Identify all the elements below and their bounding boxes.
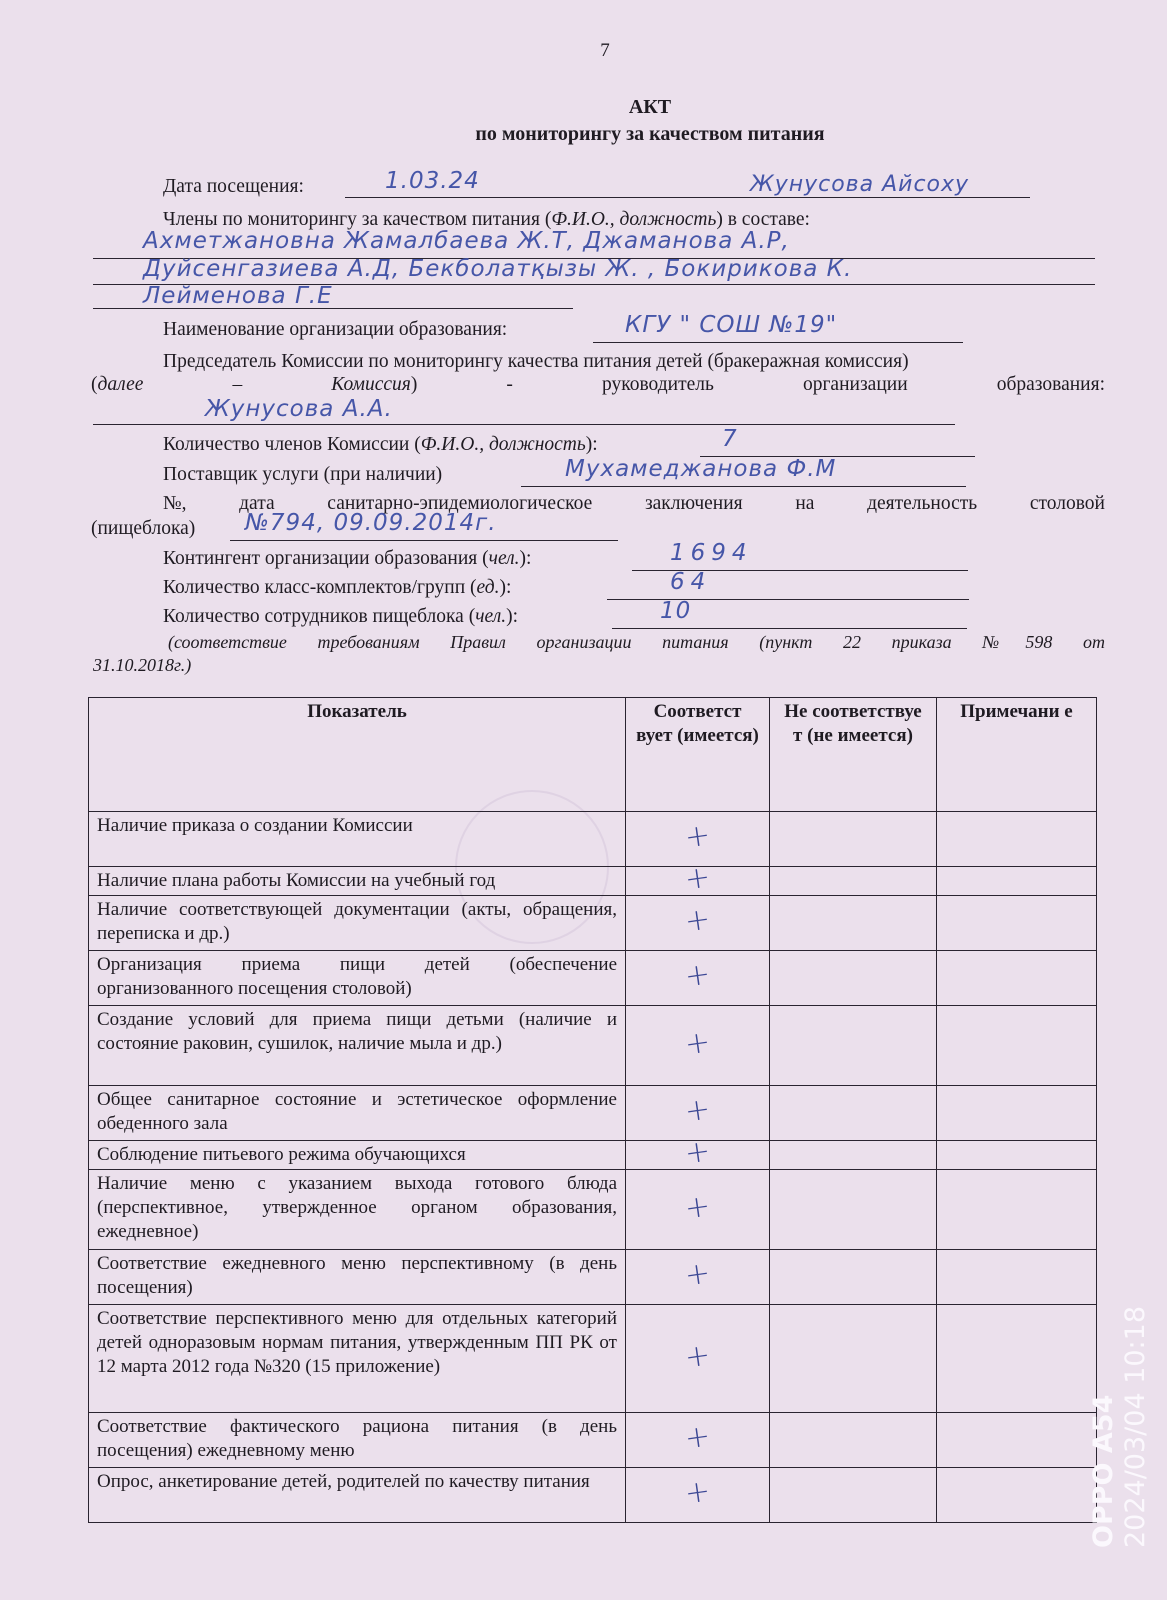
sanitary-label-1: №, дата санитарно-эпидемиологическое заключения на деятельность столовой bbox=[163, 493, 1105, 514]
table-row bbox=[89, 1468, 1097, 1523]
table-row bbox=[89, 812, 1097, 867]
classes-label: Количество класс-комплектов/групп (ед.): bbox=[163, 577, 512, 598]
row-not-complies-cell bbox=[770, 1141, 937, 1170]
org-line bbox=[593, 342, 963, 343]
supplier-value: Мухамеджанова Ф.М bbox=[565, 456, 837, 482]
note-line-2: 31.10.2018г.) bbox=[93, 655, 192, 675]
members-label: Члены по мониторингу за качеством питания (Ф.И.О., должность) в составе: bbox=[163, 209, 810, 230]
row-complies-cell bbox=[626, 1170, 770, 1250]
header-complies: Соответст вует (имеется) bbox=[626, 698, 770, 812]
header-indicator: Показатель bbox=[89, 698, 626, 812]
table-row bbox=[89, 1305, 1097, 1413]
contingent-value: 1694 bbox=[670, 540, 753, 566]
row-indicator: Наличие соответствующей документации (акты, обращения, переписка и др.) bbox=[89, 896, 626, 951]
row-note-cell bbox=[937, 1305, 1097, 1413]
count-label: Количество членов Комиссии (Ф.И.О., должность): bbox=[163, 434, 598, 455]
row-note-cell bbox=[937, 812, 1097, 867]
page-number: 7 bbox=[600, 40, 610, 61]
classes-value: 64 bbox=[670, 569, 712, 595]
row-indicator: Наличие приказа о создании Комиссии bbox=[89, 812, 626, 867]
chair-line bbox=[93, 424, 955, 425]
members-value-1: Ахметжановна Жамалбаева Ж.Т, Джаманова А.Р, bbox=[143, 228, 790, 254]
row-note-cell bbox=[937, 1170, 1097, 1250]
table-row bbox=[89, 1170, 1097, 1250]
row-not-complies-cell bbox=[770, 1250, 937, 1305]
check-mark: + bbox=[682, 1336, 713, 1376]
row-complies-cell bbox=[626, 1006, 770, 1086]
staff-line bbox=[612, 628, 967, 629]
row-not-complies-cell bbox=[770, 896, 937, 951]
chair-value: Жунусова А.А. bbox=[205, 396, 393, 422]
row-indicator: Соответствие ежедневного меню перспективному (в день посещения) bbox=[89, 1250, 626, 1305]
row-indicator: Создание условий для приема пищи детьми (наличие и состояние раковин, сушилок, наличие мыла и др.) bbox=[89, 1006, 626, 1086]
watermark-brand: OPPO A54 bbox=[1088, 1394, 1119, 1548]
row-note-cell bbox=[937, 1250, 1097, 1305]
staff-value: 10 bbox=[660, 598, 692, 624]
row-not-complies-cell bbox=[770, 1170, 937, 1250]
row-complies-cell bbox=[626, 1250, 770, 1305]
sanitary-value: №794, 09.09.2014г. bbox=[245, 510, 497, 536]
table-row bbox=[89, 1006, 1097, 1086]
members-value-3: Лейменова Г.Е bbox=[143, 283, 333, 309]
criteria-table bbox=[88, 697, 1097, 1523]
visit-date-label: Дата посещения: bbox=[163, 176, 304, 197]
row-complies-cell bbox=[626, 951, 770, 1006]
row-note-cell bbox=[937, 1006, 1097, 1086]
row-note-cell bbox=[937, 1413, 1097, 1468]
check-mark: + bbox=[682, 901, 713, 940]
document-title bbox=[0, 94, 1167, 148]
chair-label-1: Председатель Комиссии по мониторингу качества питания детей (бракеражная комиссия) bbox=[163, 351, 909, 372]
row-indicator: Опрос, анкетирование детей, родителей по качеству питания bbox=[89, 1468, 626, 1523]
watermark-timestamp: 2024/03/04 10:18 bbox=[1120, 1305, 1151, 1548]
check-mark: + bbox=[682, 1023, 713, 1063]
check-mark: + bbox=[682, 817, 713, 856]
header-not-complies: Не соответствуе т (не имеется) bbox=[770, 698, 937, 812]
check-mark: + bbox=[682, 1255, 713, 1294]
row-complies-cell bbox=[626, 1468, 770, 1523]
sanitary-label-2: (пищеблока) bbox=[91, 518, 196, 539]
table-row bbox=[89, 1250, 1097, 1305]
chair-label-2: (далее – Комиссия) - руководитель организации образования: bbox=[91, 374, 1105, 395]
row-indicator: Соответствие перспективного меню для отдельных категорий детей одноразовым нормам питания, утвержденным ПП РК от 12 марта 2012 года №320 (15 приложение) bbox=[89, 1305, 626, 1413]
row-complies-cell bbox=[626, 812, 770, 867]
row-note-cell bbox=[937, 867, 1097, 896]
table-row bbox=[89, 951, 1097, 1006]
row-complies-cell bbox=[626, 859, 770, 898]
check-mark: + bbox=[682, 859, 713, 898]
row-not-complies-cell bbox=[770, 1006, 937, 1086]
table-row bbox=[89, 867, 1097, 896]
row-complies-cell bbox=[626, 1305, 770, 1413]
row-indicator: Наличие меню с указанием выхода готового блюда (перспективное, утвержденное органом образования, ежедневное) bbox=[89, 1170, 626, 1250]
row-note-cell bbox=[937, 896, 1097, 951]
members-value-2: Дуйсенгазиева А.Д, Бекболатқызы Ж. , Бокирикова К. bbox=[143, 256, 853, 282]
row-indicator: Организация приема пищи детей (обеспечение организованного посещения столовой) bbox=[89, 951, 626, 1006]
row-complies-cell bbox=[626, 1413, 770, 1468]
org-label: Наименование организации образования: bbox=[163, 319, 508, 340]
check-mark: + bbox=[682, 1187, 713, 1227]
row-note-cell bbox=[937, 951, 1097, 1006]
header-note: Примечани е bbox=[937, 698, 1097, 812]
sanitary-line bbox=[230, 540, 618, 541]
row-indicator: Наличие плана работы Комиссии на учебный год bbox=[89, 867, 626, 896]
title-line-1: АКТ bbox=[628, 96, 672, 118]
visit-date-line bbox=[345, 197, 1030, 198]
row-not-complies-cell bbox=[770, 1468, 937, 1523]
row-indicator: Общее санитарное состояние и эстетическое оформление обеденного зала bbox=[89, 1086, 626, 1141]
row-indicator: Соответствие фактического рациона питания (в день посещения) ежедневному меню bbox=[89, 1413, 626, 1468]
check-mark: + bbox=[682, 1133, 713, 1172]
row-not-complies-cell bbox=[770, 812, 937, 867]
count-value: 7 bbox=[722, 426, 738, 452]
supplier-line bbox=[521, 486, 966, 487]
row-not-complies-cell bbox=[770, 1086, 937, 1141]
visit-date-value: 1.03.24 bbox=[385, 168, 480, 194]
row-note-cell bbox=[937, 1086, 1097, 1141]
check-mark: + bbox=[682, 1418, 713, 1457]
row-complies-cell bbox=[626, 896, 770, 951]
row-note-cell bbox=[937, 1468, 1097, 1523]
row-not-complies-cell bbox=[770, 1413, 937, 1468]
org-value: КГУ " СОШ №19" bbox=[625, 312, 838, 338]
supplier-label: Поставщик услуги (при наличии) bbox=[163, 464, 443, 485]
table-row bbox=[89, 896, 1097, 951]
table-row bbox=[89, 1413, 1097, 1468]
visit-person-value: Жунусова Айсоху bbox=[750, 172, 970, 197]
row-not-complies-cell bbox=[770, 951, 937, 1006]
row-complies-cell bbox=[626, 1133, 770, 1172]
staff-label: Количество сотрудников пищеблока (чел.): bbox=[163, 606, 518, 627]
table-row bbox=[89, 1086, 1097, 1141]
row-indicator: Соблюдение питьевого режима обучающихся bbox=[89, 1141, 626, 1170]
row-complies-cell bbox=[626, 1086, 770, 1141]
row-not-complies-cell bbox=[770, 867, 937, 896]
table-header-row bbox=[89, 698, 1097, 812]
check-mark: + bbox=[682, 1473, 713, 1512]
note-line-1: (соответствие требованиям Правил организации питания (пункт 22 приказа №598 от bbox=[168, 632, 1105, 652]
title-line-2: по мониторингу за качеством питания bbox=[475, 123, 825, 145]
check-mark: + bbox=[682, 1091, 713, 1130]
row-note-cell bbox=[937, 1141, 1097, 1170]
table-row bbox=[89, 1141, 1097, 1170]
row-not-complies-cell bbox=[770, 1305, 937, 1413]
contingent-label: Контингент организации образования (чел.): bbox=[163, 548, 532, 569]
check-mark: + bbox=[682, 956, 713, 995]
